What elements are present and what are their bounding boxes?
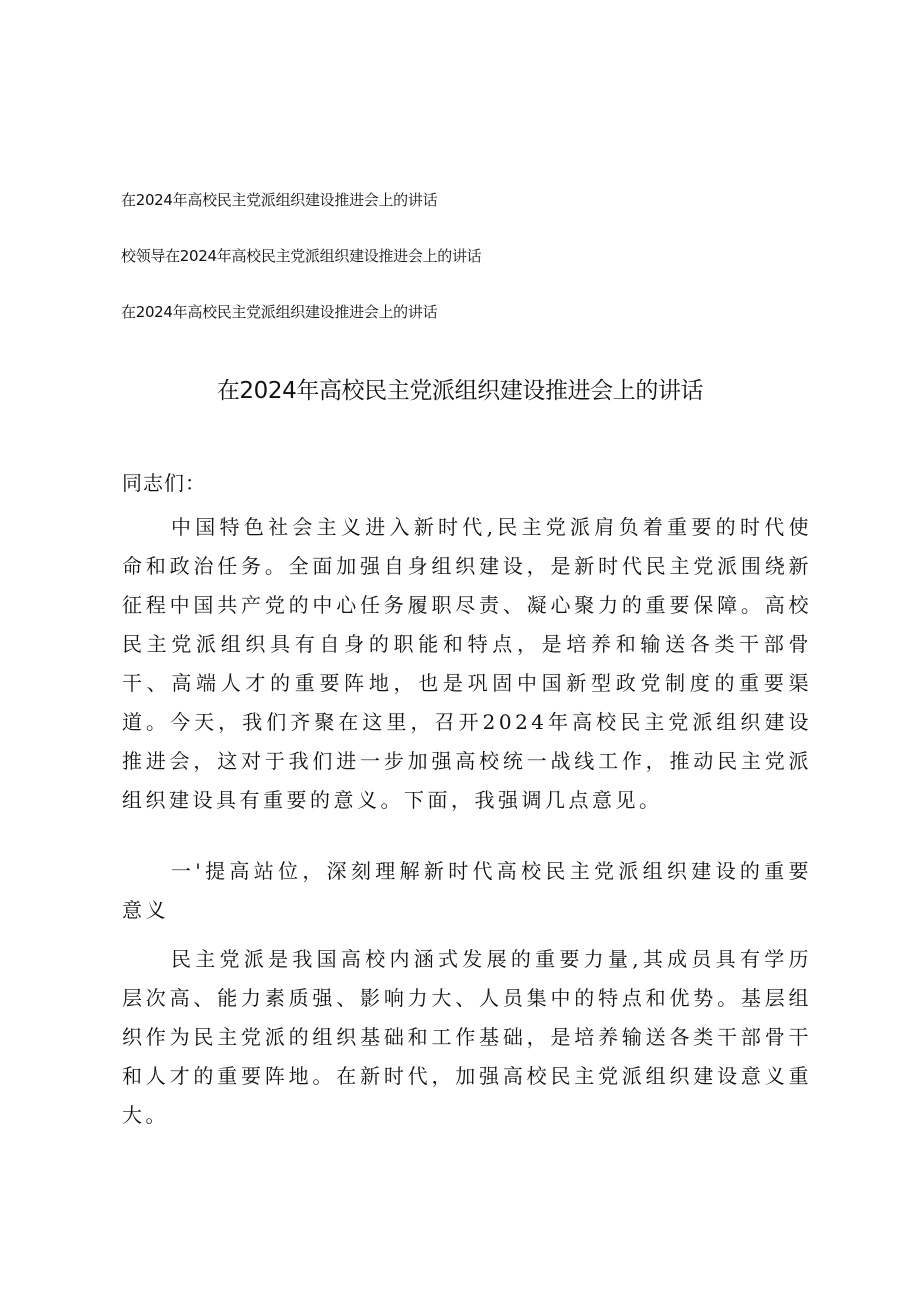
toc-entry-1: 在2024年高校民主党派组织建设推进会上的讲话 [121,191,438,209]
section-heading-1: 一'提高站位，深刻理解新时代高校民主党派组织建设的重要意义 [122,859,812,922]
salutation: 同志们： [122,471,206,495]
document-title: 在2024年高校民主党派组织建设推进会上的讲话 [216,378,704,404]
paragraph-intro: 中国特色社会主义进入新时代,民主党派肩负着重要的时代使命和政治任务。全面加强自身组织建设，是新时代民主党派围绕新征程中国共产党的中心任务履职尽责、凝心聚力的重要保障。高校民主党派组织具有自身的职能和特点，是培养和输送各类干部骨干、高端人才的重要阵地，也是巩固中国新型政党制度的重要渠道。今天，我们齐聚在这里，召开2024年高校民主党派组织建设推进会，这对于我们进一步加强高校统一战线工作，推动民主党派组织建设具有重要的意义。下面，我强调几点意见。 [122,515,812,812]
toc-entry-2: 校领导在2024年高校民主党派组织建设推进会上的讲话 [121,247,482,265]
paragraph-section-1: 民主党派是我国高校内涵式发展的重要力量,其成员具有学历层次高、能力素质强、影响力大、人员集中的特点和优势。基层组织作为民主党派的组织基础和工作基础，是培养输送各类干部骨干和人才的重要阵地。在新时代，加强高校民主党派组织建设意义重大。 [122,947,812,1127]
toc-entry-3: 在2024年高校民主党派组织建设推进会上的讲话 [121,303,438,321]
